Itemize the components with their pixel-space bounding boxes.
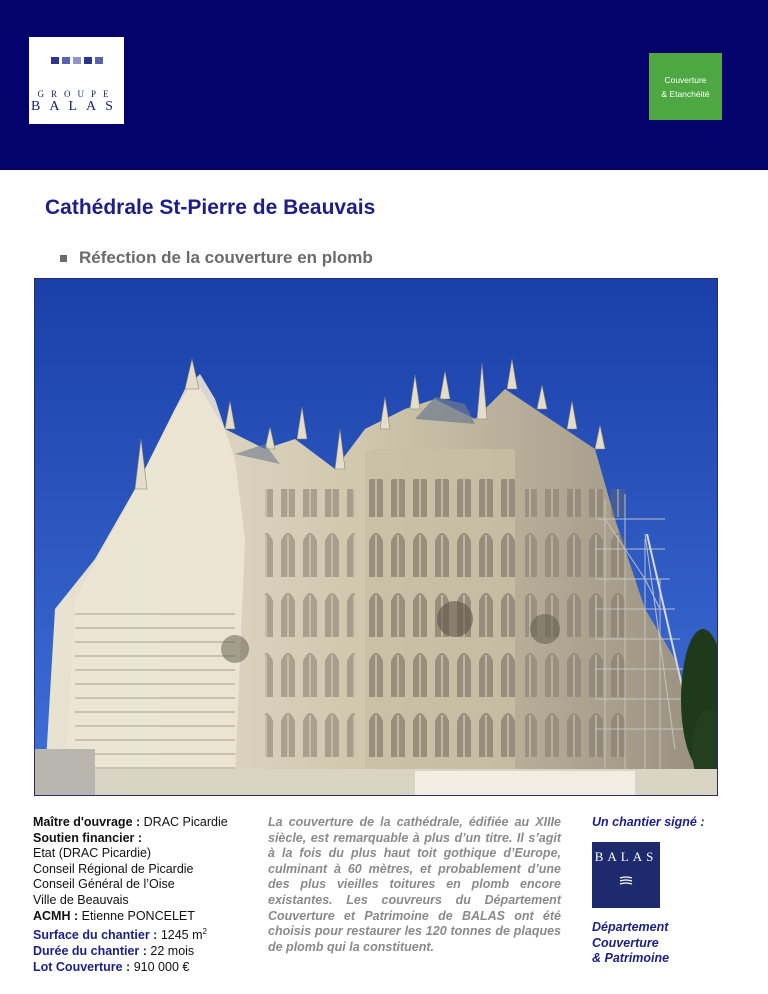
surface-label: Surface du chantier : [33, 928, 158, 943]
page-title: Cathédrale St-Pierre de Beauvais [45, 196, 376, 219]
badge-line-2: & Etanchéité [661, 88, 710, 99]
square-bullet-icon [60, 255, 67, 262]
department-badge [649, 53, 722, 120]
surface-value: 1245 m [160, 928, 203, 943]
duree-value: 22 mois [150, 943, 195, 958]
cathedral-illustration [35, 279, 717, 795]
dept-line: Département [592, 920, 669, 934]
acmh-label: ACMH : [33, 908, 79, 923]
groupe-balas-logo [29, 37, 124, 124]
dept-line: Couverture [592, 935, 659, 950]
lot-value: 910 000 € [133, 959, 190, 974]
logo-line-balas: BALAS [31, 99, 122, 114]
duree-label: Durée du chantier : [33, 943, 147, 958]
soutien-label: Soutien financier : [33, 830, 143, 845]
soutien-item: Ville de Beauvais [33, 892, 129, 907]
cathedral-photo [34, 278, 718, 796]
soutien-row [33, 831, 263, 847]
logo-square [95, 57, 103, 64]
acmh-value: Etienne PONCELET [81, 908, 195, 923]
balas-logo-text: BALAS [594, 849, 658, 864]
balas-emblem-icon [592, 842, 660, 908]
surface-exponent: 2 [202, 927, 207, 937]
logo-square [51, 57, 59, 64]
balas-logo [592, 842, 660, 908]
logo-line-groupe: GROUPE [37, 89, 116, 99]
badge-line-1: Couverture [664, 74, 707, 85]
maitre-ouvrage-value: DRAC Picardie [143, 815, 228, 829]
soutien-item: Conseil Général de l’Oise [33, 877, 175, 892]
signed-label: Un chantier signé : [592, 815, 705, 829]
lot-row [33, 960, 263, 976]
project-info [33, 815, 263, 975]
surface-row [33, 924, 263, 944]
logo-square [84, 57, 92, 64]
lot-label: Lot Couverture : [33, 959, 131, 974]
soutien-item: Conseil Régional de Picardie [33, 861, 194, 876]
subtitle: Réfection de la couverture en plomb [79, 248, 373, 267]
project-description: La couverture de la cathédrale, édifiée au XIIIe siècle, est remarquable à plus d’un titre. Il s’agit à la fois du plus haut toit gothique d’Europe, culminant à 60 mètres, et probablement d’une des plus vieilles toitures en plomb encore existantes. Les couvreurs du Département Couverture et Patrimoine de BALAS ont été choisis pour restaurer les 120 tonnes de plaques de plomb qui la constituent. [268, 815, 561, 954]
maitre-ouvrage-label: Maître d'ouvrage : [33, 815, 141, 829]
maitre-ouvrage-row [33, 815, 263, 831]
logo-squares [51, 57, 103, 64]
duree-row [33, 944, 263, 960]
soutien-item: Etat (DRAC Picardie) [33, 846, 152, 861]
subtitle-row [60, 248, 373, 268]
dept-line: & Patrimoine [592, 951, 670, 966]
logo-square [73, 57, 81, 64]
logo-square [62, 57, 70, 64]
header-band [0, 0, 768, 170]
department-name [592, 920, 669, 967]
acmh-row [33, 909, 263, 925]
